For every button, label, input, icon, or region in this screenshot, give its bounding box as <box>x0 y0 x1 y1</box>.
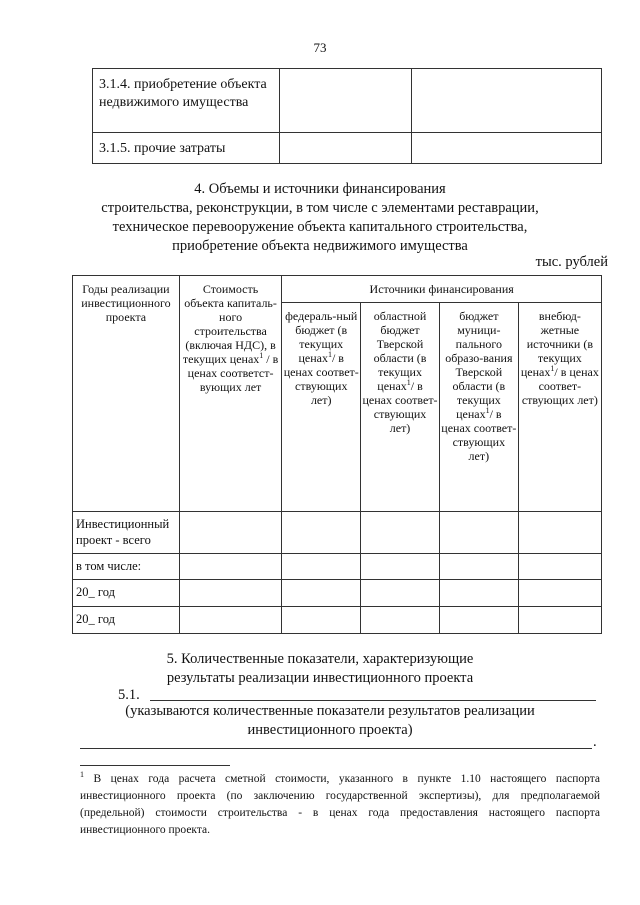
table-cell <box>279 133 411 164</box>
table-cell <box>361 607 440 634</box>
section5-subtitle: результаты реализации инвестиционного проекта <box>166 670 474 686</box>
table-cell <box>411 69 601 133</box>
footnote-divider <box>80 765 230 766</box>
row-label-3-1-4: 3.1.4. приобретение объекта недвижимого имущества <box>93 69 280 133</box>
table-cell <box>518 580 601 607</box>
table-cell <box>439 554 518 580</box>
item-5-1-note <box>60 702 600 740</box>
note-line: инвестиционного проекта) <box>247 722 413 738</box>
section4-subtitle-line: приобретение объекта недвижимого имущества <box>172 238 468 254</box>
item-5-1-label: 5.1. <box>118 687 140 703</box>
table-cell <box>518 512 601 554</box>
section5-heading <box>60 650 580 688</box>
table-header-row <box>73 276 602 303</box>
section4-subtitle-line: техническое перевооружение объекта капитального строительства, <box>112 219 528 235</box>
table-cell <box>179 607 282 634</box>
table-cell <box>179 580 282 607</box>
footnote-mark: 1 <box>80 770 84 780</box>
row-label-year: 20_ год <box>73 607 180 634</box>
table-row <box>73 607 602 634</box>
table-cell <box>282 512 361 554</box>
col-header-sources: Источники финансирования <box>282 276 602 303</box>
table-cell <box>439 512 518 554</box>
table-cell <box>439 607 518 634</box>
fill-in-line <box>80 748 592 749</box>
table-row <box>93 133 602 164</box>
table-row <box>73 580 602 607</box>
col-header-years: Годы реализации инвестиционного проекта <box>73 276 180 512</box>
note-line: (указываются количественные показатели результатов реализации <box>125 703 535 719</box>
units-label: тыс. рублей <box>535 254 608 270</box>
col-header-extrabudget: внебюд-жетные источники (в текущих ценах$^1$/ в ценах соответ-ствующих лет) <box>518 303 601 512</box>
table-cell <box>282 554 361 580</box>
table-row <box>73 554 602 580</box>
section4-title: 4. Объемы и источники финансирования <box>194 181 446 197</box>
table-row <box>93 69 602 133</box>
table-cell <box>279 69 411 133</box>
section4-heading <box>60 180 580 256</box>
line-end-dot: . <box>593 734 597 750</box>
table-cell <box>439 580 518 607</box>
table-cell <box>361 554 440 580</box>
footnote-text: В ценах года расчета сметной стоимости, указанного в пункте 1.10 настоящего паспорта инвестиционного проекта (по заключению государственной экспертизы), для предполагаемой (предельной) стоимости строительства - в ценах года предоставления настоящего паспорта инвестиционного проекта. <box>80 773 600 836</box>
page-number: 73 <box>313 40 327 55</box>
table-cell <box>411 133 601 164</box>
col-header-federal: федераль-ный бюджет (в текущих ценах$^1$/ в ценах соответ-ствующих лет) <box>282 303 361 512</box>
table-cell <box>518 554 601 580</box>
col-header-municipal: бюджет муници-пального образо-вания Тверской области (в текущих ценах$^1$/ в ценах соответ-ствующих лет) <box>439 303 518 512</box>
section4-subtitle-line: строительства, реконструкции, в том числе с элементами реставрации, <box>101 200 539 216</box>
fill-in-line <box>150 700 596 701</box>
row-label-including: в том числе: <box>73 554 180 580</box>
footnote <box>80 771 600 839</box>
table-row <box>73 512 602 554</box>
table-cell <box>518 607 601 634</box>
financing-table <box>72 275 602 634</box>
costs-table-continuation <box>92 68 602 164</box>
table-cell <box>361 512 440 554</box>
row-label-3-1-5: 3.1.5. прочие затраты <box>93 133 280 164</box>
col-header-cost: Стоимость объекта капиталь-ного строительства (включая НДС), в текущих ценах$^1$ / в ценах соответст-вующих лет <box>179 276 282 512</box>
table-cell <box>282 580 361 607</box>
section5-title: 5. Количественные показатели, характеризующие <box>166 651 474 667</box>
table-cell <box>361 580 440 607</box>
row-label-total: Инвестиционный проект - всего <box>73 512 180 554</box>
col-header-regional: областной бюджет Тверской области (в текущих ценах$^1$/ в ценах соответ-ствующих лет) <box>361 303 440 512</box>
row-label-year: 20_ год <box>73 580 180 607</box>
table-cell <box>179 554 282 580</box>
table-cell <box>282 607 361 634</box>
table-cell <box>179 512 282 554</box>
